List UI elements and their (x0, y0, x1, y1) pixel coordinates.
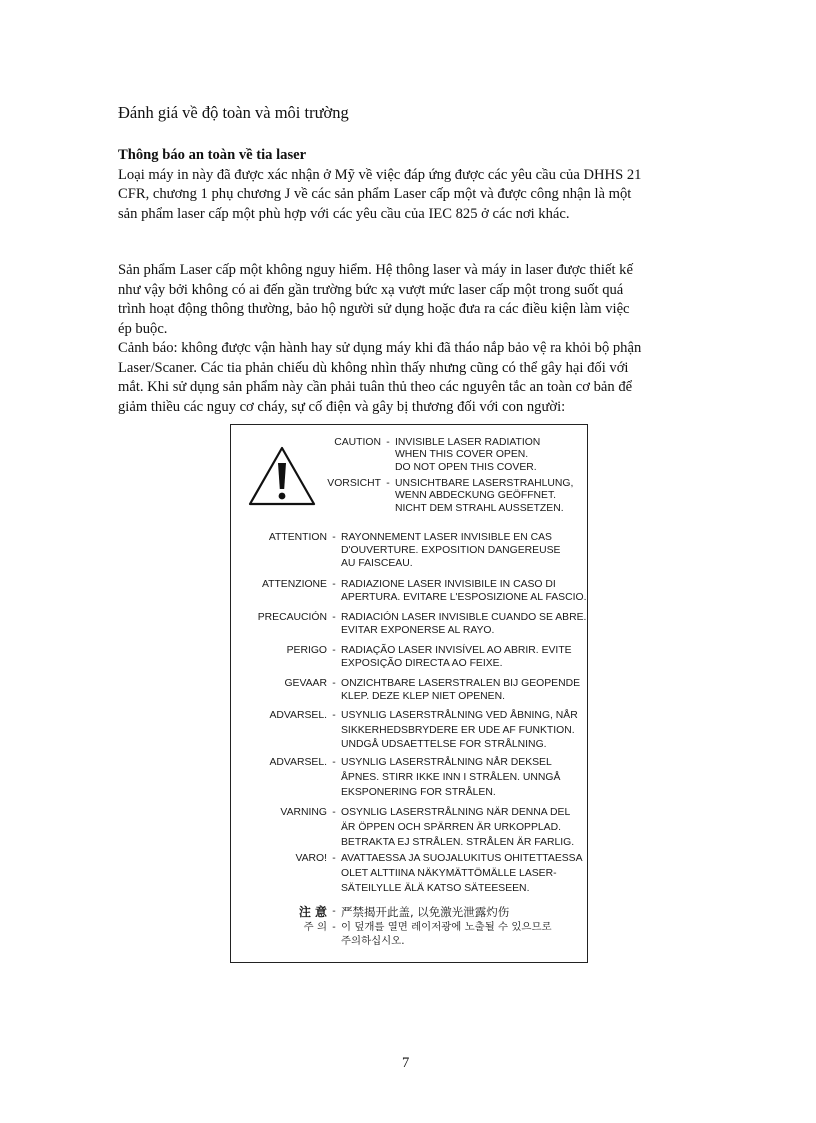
warning-message-line: ÅPNES. STIRR IKKE INN I STRÅLEN. UNNGÅ (341, 772, 561, 783)
warning-message-line: ONZICHTBARE LASERSTRALEN BIJ GEOPENDE (341, 678, 581, 689)
paragraph-line: trình hoạt động thông thường, bảo hộ người sử dụng hoặc đưa ra các điều kiện làm việc (118, 301, 630, 317)
warning-language-key: PERIGO (286, 645, 327, 656)
warning-message (341, 677, 580, 703)
warning-message-line: 严禁揭开此盖, 以免激光泄露灼伤 (341, 905, 510, 919)
warning-message (341, 805, 574, 850)
warning-message (341, 903, 509, 921)
warning-language-key: 주 의 (303, 921, 327, 933)
paragraph-line: Loại máy in này đã được xác nhận ở Mỹ về việc đáp ứng được các yêu cầu của DHHS 21 (118, 166, 642, 183)
warning-entry (239, 805, 574, 850)
warning-entry (239, 677, 580, 703)
warning-message (341, 709, 578, 753)
warning-message-line: UNDGÅ UDSAETTELSE FOR STRÅLNING. (341, 739, 547, 751)
warning-message-line: SÄTEILYLLE ÄLÄ KATSO SÄTEESEEN. (341, 883, 530, 894)
warning-message-line: RADIAZIONE LASER INVISIBILE IN CASO DI (341, 579, 556, 590)
warning-message-line: D'OUVERTURE. EXPOSITION DANGEREUSE (341, 545, 561, 556)
page-title: Đánh giá về độ toàn và môi trường (118, 103, 349, 122)
warning-message-line: RADIACIÓN LASER INVISIBLE CUANDO SE ABRE. (341, 612, 587, 623)
warning-message-line: WHEN THIS COVER OPEN. (395, 449, 529, 461)
paragraph-line: Sản phẩm Laser cấp một không nguy hiểm. Hệ thông laser và máy in laser được thiết kế (118, 262, 633, 278)
warning-entry (239, 851, 583, 896)
warning-dash: - (332, 922, 336, 933)
warning-dash: - (386, 437, 390, 448)
warning-entry (239, 921, 552, 948)
warning-message-line: 주의하십시오. (341, 934, 405, 947)
hazard-notice-section (118, 261, 698, 417)
warning-message-line: DO NOT OPEN THIS COVER. (395, 461, 537, 473)
warning-message-line: EKSPONERING FOR STRÅLEN. (341, 787, 496, 798)
warning-message-line: APERTURA. EVITARE L'ESPOSIZIONE AL FASCIO. (341, 592, 587, 603)
paragraph-line: ép buộc. (118, 320, 168, 337)
warning-language-key: ADVARSEL. (269, 757, 327, 768)
warning-message-line: USYNLIG LASERSTRÅLNING NÅR DEKSEL (341, 757, 552, 768)
warning-message-line: RAYONNEMENT LASER INVISIBLE EN CAS (341, 532, 552, 543)
warning-message (341, 611, 586, 637)
laser-warning-label (230, 424, 588, 963)
paragraph-line: CFR, chương 1 phụ chương J về các sản phẩm Laser cấp một và được công nhận là một (118, 186, 632, 202)
warning-message-line: BETRAKTA EJ STRÅLEN. STRÅLEN ÄR FARLIG. (341, 837, 575, 848)
warning-entry (239, 611, 586, 637)
warning-dash: - (332, 612, 336, 623)
warning-dash: - (332, 579, 336, 590)
warning-language-key: GEVAAR (284, 678, 327, 689)
warning-message-line: ÄR ÖPPEN OCH SPÄRREN ÄR URKOPPLAD. (341, 822, 561, 833)
warning-dash: - (332, 710, 336, 721)
warning-message-line: INVISIBLE LASER RADIATION (395, 437, 541, 448)
warning-message-line: NICHT DEM STRAHL AUSSETZEN. (395, 502, 564, 514)
warning-dash: - (332, 757, 336, 768)
warning-language-key: CAUTION (334, 437, 381, 448)
warning-message-line: UNSICHTBARE LASERSTRAHLUNG, (395, 478, 574, 489)
warning-entry (253, 478, 573, 515)
warning-entry (239, 578, 586, 604)
warning-message-line: RADIAÇÃO LASER INVISÍVEL AO ABRIR. EVITE (341, 645, 572, 656)
warning-dash: - (386, 478, 390, 489)
warning-message-line: SIKKERHEDSBRYDERE ER UDE AF FUNKTION. (341, 724, 575, 736)
warning-entry (239, 903, 509, 921)
warning-message-line: OLET ALTTIINA NÄKYMÄTTÖMÄLLE LASER- (341, 868, 557, 879)
warning-message-line: 이 덮개를 열면 레이저광에 노출될 수 있으므로 (341, 921, 552, 933)
warning-message-line: EVITAR EXPONERSE AL RAYO. (341, 625, 495, 636)
warning-message-line: OSYNLIG LASERSTRÅLNING NÄR DENNA DEL (341, 807, 571, 818)
warning-dash: - (332, 678, 336, 689)
paragraph-line: như vậy bởi không có ai đến gần trường bức xạ vượt mức laser cấp một trong suốt quá (118, 281, 624, 298)
warning-entry (239, 709, 578, 753)
warning-entry (253, 437, 540, 474)
warning-message (341, 644, 572, 670)
paragraph-line: Cảnh báo: không được vận hành hay sử dụng máy khi đã tháo nắp bảo vệ ra khỏi bộ phận (118, 340, 642, 356)
warning-message (395, 478, 573, 515)
warning-message (341, 531, 560, 570)
warning-language-key: ADVARSEL. (269, 710, 327, 721)
laser-safety-section (118, 146, 698, 224)
warning-entry (239, 531, 560, 570)
warning-dash: - (332, 906, 336, 917)
warning-dash: - (332, 853, 336, 864)
warning-message-line: KLEP. DEZE KLEP NIET OPENEN. (341, 691, 506, 702)
page-number: 7 (402, 1055, 410, 1071)
warning-dash: - (332, 532, 336, 543)
warning-message (341, 755, 560, 800)
warning-message (395, 437, 540, 474)
warning-language-key: ATTENZIONE (261, 579, 327, 590)
warning-language-key: VARNING (280, 807, 327, 818)
warning-language-key: VARO! (295, 853, 327, 864)
warning-entry (239, 755, 560, 800)
warning-dash: - (332, 807, 336, 818)
warning-language-key: VORSICHT (327, 478, 381, 489)
warning-message-line: AU FAISCEAU. (341, 558, 413, 569)
paragraph-line: Laser/Scaner. Các tia phản chiếu dù không nhìn thấy nhưng cũng có thể gây hại đối với (118, 359, 629, 376)
warning-language-key: 注 意 (298, 905, 327, 919)
warning-message-line: USYNLIG LASERSTRÅLNING VED ÅBNING, NÅR (341, 710, 578, 721)
paragraph-line: giảm thiều các nguy cơ cháy, sự cố điện và gây bị thương đối với con người: (118, 398, 566, 415)
warning-message-line: EXPOSIÇÃO DIRECTA AO FEIXE. (341, 658, 503, 669)
warning-entry (239, 644, 572, 670)
warning-message-line: WENN ABDECKUNG GEÖFFNET. (395, 490, 557, 502)
warning-message (341, 851, 583, 896)
warning-message (341, 578, 586, 604)
warning-dash: - (332, 645, 336, 656)
paragraph-line: sản phẩm laser cấp một phù hợp với các yêu cầu của IEC 825 ở các nơi khác. (118, 205, 570, 222)
warning-language-key: PRECAUCIÓN (257, 612, 327, 623)
warning-message-line: AVATTAESSA JA SUOJALUKITUS OHITETTAESSA (341, 853, 583, 864)
warning-language-key: ATTENTION (268, 532, 327, 543)
warning-message (341, 921, 552, 948)
section-heading: Thông báo an toàn về tia laser (118, 147, 307, 163)
paragraph-line: mắt. Khi sử dụng sản phẩm này cần phải tuân thủ theo các nguyên tắc an toàn cơ bản để (118, 379, 633, 395)
